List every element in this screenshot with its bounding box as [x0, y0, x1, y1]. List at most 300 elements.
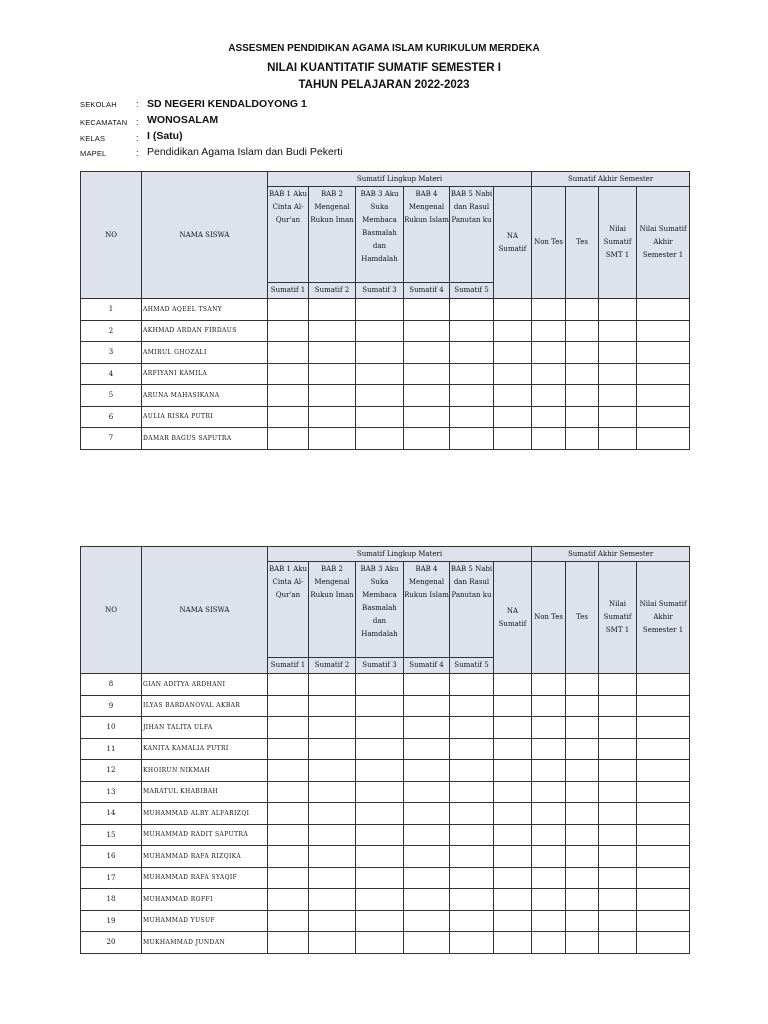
score-sumatif-5-cell[interactable]	[450, 932, 494, 954]
score-na-sumatif-cell[interactable]	[494, 824, 532, 846]
table-row	[81, 695, 690, 717]
col-header-bab-3: BAB 3 Aku Suka Membaca Basmalah dan Hamdalah	[356, 562, 404, 658]
score-na-sumatif-cell[interactable]	[494, 406, 532, 428]
score-sumatif-1-cell[interactable]	[268, 363, 309, 385]
table-row	[81, 363, 690, 385]
score-nilai-akhir-cell[interactable]	[637, 760, 690, 782]
student-number: 7	[81, 428, 142, 450]
score-sumatif-5-cell[interactable]	[450, 781, 494, 803]
info-colon: :	[136, 133, 139, 143]
score-sumatif-2-cell[interactable]	[309, 932, 356, 954]
student-number: 3	[81, 342, 142, 364]
col-header-bab-4: BAB 4 Mengenal Rukun Islam	[404, 187, 450, 283]
score-sumatif-5-cell[interactable]	[450, 867, 494, 889]
group-header-sumatif-akhir-semester: Sumatif Akhir Semester	[532, 172, 690, 187]
score-sumatif-4-cell[interactable]	[404, 717, 450, 739]
table-row	[81, 932, 690, 954]
score-nilai-akhir-cell[interactable]	[637, 406, 690, 428]
student-name: GIAN ADITYA ARDHANI	[142, 674, 268, 696]
score-sumatif-5-cell[interactable]	[450, 299, 494, 321]
score-nilai-smt-cell[interactable]	[599, 932, 637, 954]
score-sumatif-3-cell[interactable]	[356, 867, 404, 889]
score-tes-cell[interactable]	[566, 932, 599, 954]
student-number: 16	[81, 846, 142, 868]
score-sumatif-5-cell[interactable]	[450, 695, 494, 717]
score-sumatif-4-cell[interactable]	[404, 824, 450, 846]
info-label: MAPEL	[80, 149, 107, 158]
table-row	[81, 824, 690, 846]
score-sumatif-3-cell[interactable]	[356, 738, 404, 760]
score-sumatif-2-cell[interactable]	[309, 385, 356, 407]
score-sumatif-1-cell[interactable]	[268, 406, 309, 428]
score-na-sumatif-cell[interactable]	[494, 363, 532, 385]
score-sumatif-3-cell[interactable]	[356, 824, 404, 846]
score-tes-cell[interactable]	[566, 674, 599, 696]
score-nilai-smt-cell[interactable]	[599, 385, 637, 407]
score-sumatif-4-cell[interactable]	[404, 932, 450, 954]
score-sumatif-5-cell[interactable]	[450, 910, 494, 932]
score-na-sumatif-cell[interactable]	[494, 781, 532, 803]
score-nilai-akhir-cell[interactable]	[637, 320, 690, 342]
score-nilai-akhir-cell[interactable]	[637, 867, 690, 889]
col-header-na-sumatif: NA Sumatif	[494, 187, 532, 299]
score-non-tes-cell[interactable]	[532, 910, 566, 932]
student-number: 10	[81, 717, 142, 739]
score-tes-cell[interactable]	[566, 406, 599, 428]
student-number: 9	[81, 695, 142, 717]
score-nilai-smt-cell[interactable]	[599, 299, 637, 321]
score-tes-cell[interactable]	[566, 695, 599, 717]
score-sumatif-2-cell[interactable]	[309, 674, 356, 696]
col-header-tes: Tes	[566, 562, 599, 674]
score-sumatif-3-cell[interactable]	[356, 932, 404, 954]
student-number: 1	[81, 299, 142, 321]
score-na-sumatif-cell[interactable]	[494, 760, 532, 782]
score-sumatif-4-cell[interactable]	[404, 695, 450, 717]
score-sumatif-5-cell[interactable]	[450, 803, 494, 825]
score-sumatif-3-cell[interactable]	[356, 803, 404, 825]
score-sumatif-4-cell[interactable]	[404, 867, 450, 889]
score-nilai-akhir-cell[interactable]	[637, 674, 690, 696]
student-number: 13	[81, 781, 142, 803]
score-nilai-akhir-cell[interactable]	[637, 889, 690, 911]
score-nilai-akhir-cell[interactable]	[637, 824, 690, 846]
score-sumatif-1-cell[interactable]	[268, 428, 309, 450]
score-sumatif-4-cell[interactable]	[404, 760, 450, 782]
col-header-bab-3: BAB 3 Aku Suka Membaca Basmalah dan Hamdalah	[356, 187, 404, 283]
score-sumatif-3-cell[interactable]	[356, 889, 404, 911]
score-non-tes-cell[interactable]	[532, 846, 566, 868]
student-number: 11	[81, 738, 142, 760]
student-name: MARATUL KHABIBAH	[142, 781, 268, 803]
info-value-kecamatan: WONOSALAM	[147, 114, 219, 126]
score-sumatif-4-cell[interactable]	[404, 320, 450, 342]
score-sumatif-4-cell[interactable]	[404, 363, 450, 385]
table-row	[81, 320, 690, 342]
score-non-tes-cell[interactable]	[532, 299, 566, 321]
student-name: MUHAMMAD RAFA RIZQIKA	[142, 846, 268, 868]
score-tes-cell[interactable]	[566, 342, 599, 364]
score-sumatif-3-cell[interactable]	[356, 385, 404, 407]
info-colon: :	[136, 99, 139, 109]
info-value-mapel: Pendidikan Agama Islam dan Budi Pekerti	[147, 146, 343, 158]
score-sumatif-3-cell[interactable]	[356, 428, 404, 450]
score-non-tes-cell[interactable]	[532, 674, 566, 696]
score-na-sumatif-cell[interactable]	[494, 717, 532, 739]
score-sumatif-4-cell[interactable]	[404, 428, 450, 450]
score-sumatif-2-cell[interactable]	[309, 299, 356, 321]
col-header-sumatif-4: Sumatif 4	[404, 283, 450, 299]
table-row	[81, 674, 690, 696]
score-non-tes-cell[interactable]	[532, 717, 566, 739]
col-header-nilai-sumatif-akhir: Nilai Sumatif Akhir Semester 1	[637, 562, 690, 674]
col-header-no: NO	[81, 547, 142, 674]
score-nilai-akhir-cell[interactable]	[637, 363, 690, 385]
score-nilai-smt-cell[interactable]	[599, 889, 637, 911]
score-sumatif-1-cell[interactable]	[268, 824, 309, 846]
table-row	[81, 428, 690, 450]
score-na-sumatif-cell[interactable]	[494, 867, 532, 889]
score-tes-cell[interactable]	[566, 867, 599, 889]
score-non-tes-cell[interactable]	[532, 342, 566, 364]
score-sumatif-4-cell[interactable]	[404, 846, 450, 868]
score-sumatif-2-cell[interactable]	[309, 910, 356, 932]
score-tes-cell[interactable]	[566, 889, 599, 911]
score-sumatif-1-cell[interactable]	[268, 932, 309, 954]
score-sumatif-5-cell[interactable]	[450, 738, 494, 760]
score-sumatif-5-cell[interactable]	[450, 342, 494, 364]
student-name: MUHAMMAD RADIT SAPUTRA	[142, 824, 268, 846]
student-number: 5	[81, 385, 142, 407]
score-sumatif-3-cell[interactable]	[356, 342, 404, 364]
score-nilai-akhir-cell[interactable]	[637, 803, 690, 825]
score-sumatif-5-cell[interactable]	[450, 760, 494, 782]
student-number: 17	[81, 867, 142, 889]
academic-year: TAHUN PELAJARAN 2022-2023	[298, 79, 470, 91]
score-sumatif-2-cell[interactable]	[309, 738, 356, 760]
score-non-tes-cell[interactable]	[532, 406, 566, 428]
score-sumatif-3-cell[interactable]	[356, 320, 404, 342]
score-sumatif-5-cell[interactable]	[450, 406, 494, 428]
info-colon: :	[136, 148, 139, 158]
student-number: 4	[81, 363, 142, 385]
table-row	[81, 342, 690, 364]
score-sumatif-5-cell[interactable]	[450, 717, 494, 739]
student-name: MUHAMMAD RAFA SYAQIF	[142, 867, 268, 889]
score-sumatif-4-cell[interactable]	[404, 803, 450, 825]
col-header-nilai-sumatif-smt: Nilai Sumatif SMT 1	[599, 562, 637, 674]
info-value-kelas: I (Satu)	[147, 130, 183, 142]
score-sumatif-5-cell[interactable]	[450, 385, 494, 407]
student-name: KHOIRUN NIKMAH	[142, 760, 268, 782]
score-sumatif-3-cell[interactable]	[356, 910, 404, 932]
info-label: SEKOLAH	[80, 100, 117, 109]
score-sumatif-4-cell[interactable]	[404, 738, 450, 760]
col-header-sumatif-3: Sumatif 3	[356, 658, 404, 674]
score-nilai-smt-cell[interactable]	[599, 363, 637, 385]
score-tes-cell[interactable]	[566, 385, 599, 407]
score-sumatif-1-cell[interactable]	[268, 760, 309, 782]
score-sumatif-1-cell[interactable]	[268, 674, 309, 696]
score-tes-cell[interactable]	[566, 781, 599, 803]
score-sumatif-5-cell[interactable]	[450, 428, 494, 450]
col-header-bab-5: BAB 5 Nabi dan Rasul Panutan ku	[450, 187, 494, 283]
score-na-sumatif-cell[interactable]	[494, 320, 532, 342]
score-nilai-smt-cell[interactable]	[599, 406, 637, 428]
student-name: KANITA KAMALIA PUTRI	[142, 738, 268, 760]
col-header-tes: Tes	[566, 187, 599, 299]
score-nilai-smt-cell[interactable]	[599, 760, 637, 782]
score-non-tes-cell[interactable]	[532, 428, 566, 450]
score-sumatif-4-cell[interactable]	[404, 299, 450, 321]
score-tes-cell[interactable]	[566, 846, 599, 868]
score-non-tes-cell[interactable]	[532, 889, 566, 911]
score-na-sumatif-cell[interactable]	[494, 299, 532, 321]
score-sumatif-3-cell[interactable]	[356, 781, 404, 803]
score-na-sumatif-cell[interactable]	[494, 738, 532, 760]
score-sumatif-3-cell[interactable]	[356, 846, 404, 868]
score-nilai-akhir-cell[interactable]	[637, 717, 690, 739]
student-name: AKHMAD ARDAN FIRDAUS	[142, 320, 268, 342]
score-non-tes-cell[interactable]	[532, 803, 566, 825]
student-name: MUHAMMAD ALBY ALFARIZQI	[142, 803, 268, 825]
score-sumatif-3-cell[interactable]	[356, 717, 404, 739]
score-sumatif-2-cell[interactable]	[309, 717, 356, 739]
score-nilai-akhir-cell[interactable]	[637, 738, 690, 760]
score-sumatif-4-cell[interactable]	[404, 674, 450, 696]
score-non-tes-cell[interactable]	[532, 385, 566, 407]
score-sumatif-3-cell[interactable]	[356, 695, 404, 717]
col-header-sumatif-5: Sumatif 5	[450, 283, 494, 299]
score-sumatif-1-cell[interactable]	[268, 299, 309, 321]
score-nilai-smt-cell[interactable]	[599, 342, 637, 364]
score-nilai-akhir-cell[interactable]	[637, 932, 690, 954]
score-non-tes-cell[interactable]	[532, 781, 566, 803]
score-nilai-smt-cell[interactable]	[599, 717, 637, 739]
score-nilai-smt-cell[interactable]	[599, 738, 637, 760]
col-header-nama-siswa: NAMA SISWA	[142, 547, 268, 674]
score-nilai-smt-cell[interactable]	[599, 320, 637, 342]
score-na-sumatif-cell[interactable]	[494, 932, 532, 954]
col-header-sumatif-5: Sumatif 5	[450, 658, 494, 674]
col-header-no: NO	[81, 172, 142, 299]
score-sumatif-2-cell[interactable]	[309, 781, 356, 803]
score-sumatif-3-cell[interactable]	[356, 760, 404, 782]
score-tes-cell[interactable]	[566, 760, 599, 782]
score-non-tes-cell[interactable]	[532, 824, 566, 846]
score-sumatif-4-cell[interactable]	[404, 385, 450, 407]
score-na-sumatif-cell[interactable]	[494, 674, 532, 696]
score-tes-cell[interactable]	[566, 299, 599, 321]
table-row	[81, 910, 690, 932]
score-sumatif-3-cell[interactable]	[356, 363, 404, 385]
score-sumatif-1-cell[interactable]	[268, 803, 309, 825]
student-number: 14	[81, 803, 142, 825]
score-sumatif-2-cell[interactable]	[309, 406, 356, 428]
col-header-bab-2: BAB 2 Mengenal Rukun Iman	[309, 562, 356, 658]
score-non-tes-cell[interactable]	[532, 738, 566, 760]
score-non-tes-cell[interactable]	[532, 760, 566, 782]
score-nilai-smt-cell[interactable]	[599, 674, 637, 696]
score-sumatif-5-cell[interactable]	[450, 674, 494, 696]
student-name: ARFIYANI KAMILA	[142, 363, 268, 385]
score-sumatif-4-cell[interactable]	[404, 406, 450, 428]
score-na-sumatif-cell[interactable]	[494, 889, 532, 911]
table-row	[81, 299, 690, 321]
score-nilai-smt-cell[interactable]	[599, 428, 637, 450]
score-sumatif-2-cell[interactable]	[309, 428, 356, 450]
score-sumatif-3-cell[interactable]	[356, 406, 404, 428]
score-sumatif-4-cell[interactable]	[404, 910, 450, 932]
score-sumatif-2-cell[interactable]	[309, 824, 356, 846]
table-row	[81, 760, 690, 782]
student-number: 15	[81, 824, 142, 846]
score-na-sumatif-cell[interactable]	[494, 385, 532, 407]
student-name: JIHAN TALITA ULFA	[142, 717, 268, 739]
student-number: 20	[81, 932, 142, 954]
score-nilai-akhir-cell[interactable]	[637, 846, 690, 868]
score-sumatif-1-cell[interactable]	[268, 695, 309, 717]
score-non-tes-cell[interactable]	[532, 932, 566, 954]
col-header-bab-2: BAB 2 Mengenal Rukun Iman	[309, 187, 356, 283]
score-nilai-akhir-cell[interactable]	[637, 695, 690, 717]
student-name: AMIRUL GHOZALI	[142, 342, 268, 364]
table-row	[81, 738, 690, 760]
score-tes-cell[interactable]	[566, 428, 599, 450]
student-name: ILYAS BARDANOVAL AKBAR	[142, 695, 268, 717]
score-nilai-smt-cell[interactable]	[599, 824, 637, 846]
score-nilai-smt-cell[interactable]	[599, 695, 637, 717]
score-nilai-smt-cell[interactable]	[599, 910, 637, 932]
col-header-nilai-sumatif-akhir: Nilai Sumatif Akhir Semester 1	[637, 187, 690, 299]
score-sumatif-5-cell[interactable]	[450, 846, 494, 868]
table-row	[81, 889, 690, 911]
score-sumatif-1-cell[interactable]	[268, 781, 309, 803]
student-name: AHMAD AQEEL TSANY	[142, 299, 268, 321]
student-name: MUHAMMAD ROFFI	[142, 889, 268, 911]
score-nilai-akhir-cell[interactable]	[637, 342, 690, 364]
col-header-sumatif-1: Sumatif 1	[268, 283, 309, 299]
score-sumatif-4-cell[interactable]	[404, 889, 450, 911]
score-na-sumatif-cell[interactable]	[494, 846, 532, 868]
group-header-sumatif-lingkup-materi: Sumatif Lingkup Materi	[268, 172, 532, 187]
score-sumatif-2-cell[interactable]	[309, 867, 356, 889]
student-number: 6	[81, 406, 142, 428]
col-header-non-tes: Non Tes	[532, 187, 566, 299]
score-sumatif-3-cell[interactable]	[356, 674, 404, 696]
col-header-sumatif-2: Sumatif 2	[309, 283, 356, 299]
score-tes-cell[interactable]	[566, 803, 599, 825]
score-na-sumatif-cell[interactable]	[494, 803, 532, 825]
score-sumatif-4-cell[interactable]	[404, 342, 450, 364]
table-row	[81, 867, 690, 889]
score-sumatif-2-cell[interactable]	[309, 320, 356, 342]
score-sumatif-1-cell[interactable]	[268, 320, 309, 342]
score-sumatif-4-cell[interactable]	[404, 781, 450, 803]
score-nilai-smt-cell[interactable]	[599, 846, 637, 868]
score-na-sumatif-cell[interactable]	[494, 428, 532, 450]
score-nilai-smt-cell[interactable]	[599, 781, 637, 803]
score-sumatif-2-cell[interactable]	[309, 803, 356, 825]
score-sumatif-2-cell[interactable]	[309, 846, 356, 868]
score-sumatif-5-cell[interactable]	[450, 889, 494, 911]
score-non-tes-cell[interactable]	[532, 320, 566, 342]
col-header-non-tes: Non Tes	[532, 562, 566, 674]
info-label: KELAS	[80, 134, 106, 143]
score-sumatif-1-cell[interactable]	[268, 717, 309, 739]
score-sumatif-5-cell[interactable]	[450, 320, 494, 342]
info-label: KECAMATAN	[80, 118, 128, 127]
score-nilai-akhir-cell[interactable]	[637, 781, 690, 803]
score-sumatif-1-cell[interactable]	[268, 910, 309, 932]
col-header-sumatif-2: Sumatif 2	[309, 658, 356, 674]
score-non-tes-cell[interactable]	[532, 695, 566, 717]
score-sumatif-2-cell[interactable]	[309, 760, 356, 782]
score-sumatif-5-cell[interactable]	[450, 824, 494, 846]
table-row	[81, 717, 690, 739]
score-sumatif-2-cell[interactable]	[309, 363, 356, 385]
score-sumatif-1-cell[interactable]	[268, 342, 309, 364]
col-header-na-sumatif: NA Sumatif	[494, 562, 532, 674]
table-row	[81, 781, 690, 803]
score-nilai-akhir-cell[interactable]	[637, 428, 690, 450]
score-sumatif-1-cell[interactable]	[268, 385, 309, 407]
score-sumatif-5-cell[interactable]	[450, 363, 494, 385]
score-tes-cell[interactable]	[566, 363, 599, 385]
col-header-nilai-sumatif-smt: Nilai Sumatif SMT 1	[599, 187, 637, 299]
score-sumatif-2-cell[interactable]	[309, 695, 356, 717]
score-nilai-smt-cell[interactable]	[599, 803, 637, 825]
score-nilai-akhir-cell[interactable]	[637, 299, 690, 321]
student-name: ARUNA MAHASIKANA	[142, 385, 268, 407]
student-number: 8	[81, 674, 142, 696]
student-number: 18	[81, 889, 142, 911]
table-row	[81, 385, 690, 407]
score-na-sumatif-cell[interactable]	[494, 910, 532, 932]
student-name: MUKHAMMAD JUNDAN	[142, 932, 268, 954]
col-header-sumatif-3: Sumatif 3	[356, 283, 404, 299]
score-tes-cell[interactable]	[566, 738, 599, 760]
student-name: DAMAR BAGUS SAPUTRA	[142, 428, 268, 450]
score-sumatif-1-cell[interactable]	[268, 867, 309, 889]
score-na-sumatif-cell[interactable]	[494, 342, 532, 364]
score-tes-cell[interactable]	[566, 320, 599, 342]
score-nilai-smt-cell[interactable]	[599, 867, 637, 889]
col-header-sumatif-4: Sumatif 4	[404, 658, 450, 674]
table-row	[81, 846, 690, 868]
score-tes-cell[interactable]	[566, 717, 599, 739]
score-tes-cell[interactable]	[566, 910, 599, 932]
col-header-sumatif-1: Sumatif 1	[268, 658, 309, 674]
score-sumatif-2-cell[interactable]	[309, 342, 356, 364]
score-nilai-akhir-cell[interactable]	[637, 385, 690, 407]
student-number: 2	[81, 320, 142, 342]
score-non-tes-cell[interactable]	[532, 867, 566, 889]
score-sumatif-1-cell[interactable]	[268, 846, 309, 868]
score-nilai-akhir-cell[interactable]	[637, 910, 690, 932]
student-name: AULIA RISKA PUTRI	[142, 406, 268, 428]
score-non-tes-cell[interactable]	[532, 363, 566, 385]
score-sumatif-1-cell[interactable]	[268, 889, 309, 911]
score-na-sumatif-cell[interactable]	[494, 695, 532, 717]
document-subtitle: NILAI KUANTITATIF SUMATIF SEMESTER I	[267, 62, 501, 74]
table-row	[81, 803, 690, 825]
score-sumatif-2-cell[interactable]	[309, 889, 356, 911]
score-tes-cell[interactable]	[566, 824, 599, 846]
score-sumatif-3-cell[interactable]	[356, 299, 404, 321]
student-name: MUHAMMAD YUSUF	[142, 910, 268, 932]
score-sumatif-1-cell[interactable]	[268, 738, 309, 760]
